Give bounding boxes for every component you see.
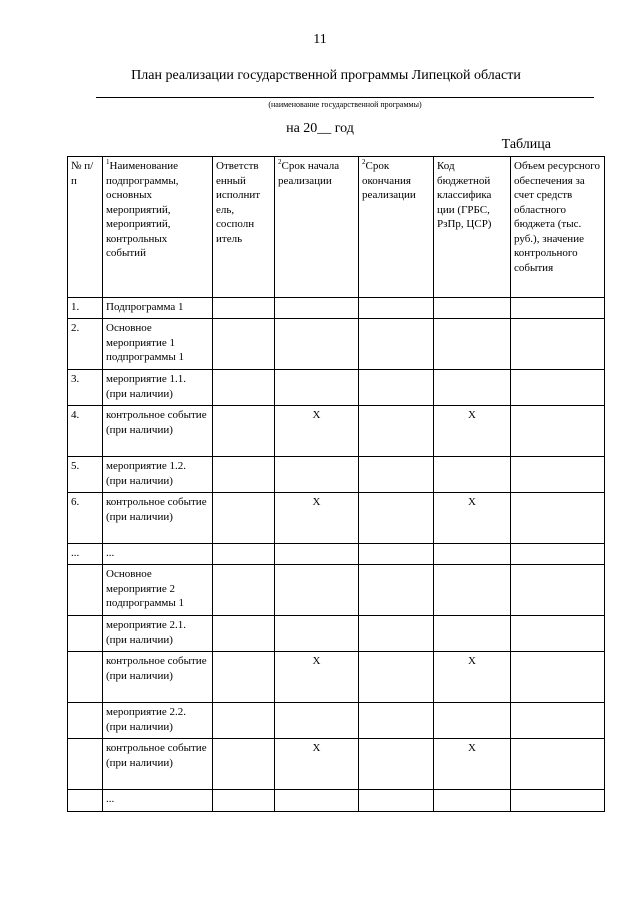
cell-budget-code: X [434, 406, 511, 457]
col-header-budget-code-label: Код бюджетной классифика ции (ГРБС, РзПр, ЦСР) [437, 160, 492, 230]
table-header-row [68, 157, 605, 298]
cell-budget-code [434, 319, 511, 370]
table-row [68, 370, 605, 406]
cell-volume [511, 565, 605, 616]
cell-name: Основное мероприятие 1 подпрограммы 1 [103, 319, 213, 370]
cell-number: 2. [68, 319, 103, 370]
cell-name: ... [103, 544, 213, 565]
cell-start: X [275, 406, 359, 457]
cell-executor [213, 652, 275, 703]
cell-executor [213, 739, 275, 790]
cell-number [68, 565, 103, 616]
cell-budget-code [434, 457, 511, 493]
footnote-ref: 2 [362, 158, 366, 166]
table-row [68, 298, 605, 319]
cell-name: контрольное событие (при наличии) [103, 739, 213, 790]
cell-budget-code: X [434, 652, 511, 703]
cell-volume [511, 739, 605, 790]
cell-number [68, 790, 103, 812]
cell-end [359, 703, 434, 739]
cell-volume [511, 406, 605, 457]
col-header-executor [213, 157, 275, 298]
table-row [68, 790, 605, 812]
cell-end [359, 616, 434, 652]
table-row [68, 406, 605, 457]
cell-name: Подпрограмма 1 [103, 298, 213, 319]
cell-end [359, 739, 434, 790]
col-header-volume [511, 157, 605, 298]
cell-end [359, 298, 434, 319]
cell-budget-code: X [434, 739, 511, 790]
col-header-executor-label: Ответств енный исполнит ель, сосполн итель [216, 160, 261, 245]
cell-volume [511, 298, 605, 319]
cell-executor [213, 370, 275, 406]
cell-start [275, 565, 359, 616]
cell-budget-code [434, 790, 511, 812]
page-number: 11 [313, 32, 327, 47]
cell-number: 6. [68, 493, 103, 544]
cell-executor [213, 790, 275, 812]
cell-name: мероприятие 2.2. (при наличии) [103, 703, 213, 739]
cell-end [359, 565, 434, 616]
cell-name: Основное мероприятие 2 подпрограммы 1 [103, 565, 213, 616]
cell-start [275, 544, 359, 565]
cell-budget-code [434, 703, 511, 739]
cell-number: 1. [68, 298, 103, 319]
cell-name: мероприятие 1.2. (при наличии) [103, 457, 213, 493]
cell-volume [511, 652, 605, 703]
cell-number: 5. [68, 457, 103, 493]
cell-name: контрольное событие (при наличии) [103, 406, 213, 457]
program-name-caption: (наименование государственной программы) [268, 100, 422, 109]
cell-start [275, 616, 359, 652]
table-row [68, 493, 605, 544]
table-caption: Таблица [501, 137, 551, 152]
cell-volume [511, 457, 605, 493]
cell-volume [511, 616, 605, 652]
cell-start: X [275, 652, 359, 703]
col-header-name [103, 157, 213, 298]
cell-end [359, 370, 434, 406]
footnote-ref: 2 [278, 158, 282, 166]
col-header-name-label: Наименование подпрограммы, основных мероприятий, мероприятий, контрольных событий [106, 160, 179, 259]
cell-end [359, 544, 434, 565]
cell-volume [511, 790, 605, 812]
cell-number [68, 616, 103, 652]
col-header-end-label: Срок окончания реализации [362, 160, 416, 201]
cell-name: мероприятие 1.1. (при наличии) [103, 370, 213, 406]
cell-end [359, 406, 434, 457]
cell-executor [213, 319, 275, 370]
cell-start [275, 457, 359, 493]
cell-executor [213, 298, 275, 319]
cell-volume [511, 370, 605, 406]
cell-start: X [275, 739, 359, 790]
col-header-budget-code [434, 157, 511, 298]
cell-start [275, 370, 359, 406]
table-row [68, 319, 605, 370]
col-header-end [359, 157, 434, 298]
cell-number [68, 652, 103, 703]
cell-end [359, 652, 434, 703]
cell-number: ... [68, 544, 103, 565]
cell-budget-code [434, 298, 511, 319]
cell-name: контрольное событие (при наличии) [103, 652, 213, 703]
col-header-start [275, 157, 359, 298]
cell-end [359, 319, 434, 370]
cell-executor [213, 703, 275, 739]
col-header-number-label: № п/п [71, 160, 94, 187]
table-row [68, 652, 605, 703]
cell-number [68, 739, 103, 790]
table-row [68, 739, 605, 790]
col-header-volume-label: Объем ресурсного обеспечения за счет средств областного бюджета (тыс. руб.), значение контрольного события [514, 160, 600, 274]
cell-volume [511, 703, 605, 739]
table-row [68, 565, 605, 616]
col-header-number [68, 157, 103, 298]
year-line: на 20__ год [286, 121, 354, 136]
cell-start [275, 790, 359, 812]
cell-volume [511, 493, 605, 544]
cell-budget-code [434, 565, 511, 616]
table-row [68, 703, 605, 739]
cell-start: X [275, 493, 359, 544]
cell-end [359, 493, 434, 544]
cell-start [275, 298, 359, 319]
cell-budget-code [434, 544, 511, 565]
cell-number: 3. [68, 370, 103, 406]
cell-budget-code [434, 616, 511, 652]
implementation-plan-table [67, 156, 605, 812]
col-header-start-label: Срок начала реализации [278, 160, 340, 187]
cell-name: контрольное событие (при наличии) [103, 493, 213, 544]
cell-name: ... [103, 790, 213, 812]
table-row [68, 544, 605, 565]
cell-volume [511, 544, 605, 565]
title-underline [96, 97, 594, 98]
table-row [68, 457, 605, 493]
cell-name: мероприятие 2.1. (при наличии) [103, 616, 213, 652]
cell-budget-code [434, 370, 511, 406]
cell-executor [213, 616, 275, 652]
document-title: План реализации государственной программы Липецкой области [131, 68, 521, 83]
cell-budget-code: X [434, 493, 511, 544]
cell-end [359, 457, 434, 493]
cell-number: 4. [68, 406, 103, 457]
cell-executor [213, 544, 275, 565]
cell-number [68, 703, 103, 739]
table-row [68, 616, 605, 652]
cell-executor [213, 457, 275, 493]
cell-volume [511, 319, 605, 370]
cell-end [359, 790, 434, 812]
cell-start [275, 703, 359, 739]
cell-executor [213, 565, 275, 616]
cell-executor [213, 493, 275, 544]
cell-start [275, 319, 359, 370]
cell-executor [213, 406, 275, 457]
footnote-ref: 1 [106, 158, 110, 166]
